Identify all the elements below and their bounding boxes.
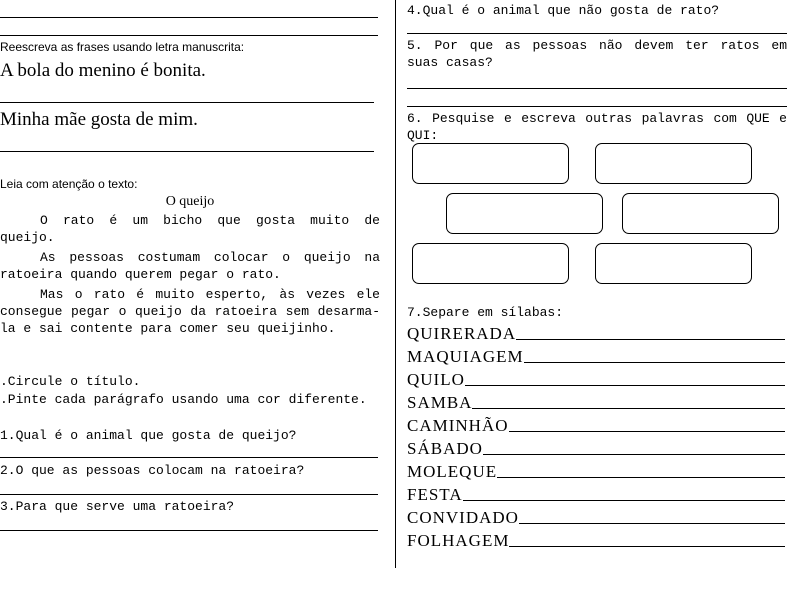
answer-line [407, 106, 787, 107]
syllable-answer-line[interactable] [509, 546, 785, 547]
answer-line [0, 102, 374, 103]
answer-line [407, 33, 787, 34]
story-title: O queijo [165, 194, 215, 209]
question-2: 2.O que as pessoas colocam na ratoeira? [0, 463, 305, 478]
syllable-answer-line[interactable] [509, 431, 786, 432]
task-paint-paragraphs: .Pinte cada parágrafo usando uma cor diferente. [0, 392, 367, 407]
answer-line [0, 151, 374, 152]
syllable-word: MOLEQUE [407, 462, 498, 481]
syllable-row [407, 366, 785, 389]
sentence-1: A bola do menino é bonita. [0, 60, 206, 81]
syllable-answer-line[interactable] [463, 500, 785, 501]
word-box[interactable] [446, 193, 603, 234]
answer-line [0, 457, 378, 458]
answer-line [0, 17, 378, 18]
story-paragraph-2: As pessoas costumam colocar o queijo na ratoeira quando querem pegar o rato. [0, 250, 380, 282]
question-7: 7.Separe em sílabas: [407, 305, 564, 320]
syllable-word: MAQUIAGEM [407, 347, 524, 366]
answer-line [407, 88, 787, 89]
rewrite-instruction: Reescreva as frases usando letra manuscrita: [0, 40, 245, 54]
syllable-row [407, 412, 785, 435]
answer-line [0, 35, 378, 36]
syllable-word: QUILO [407, 370, 465, 389]
syllable-answer-line[interactable] [524, 362, 785, 363]
word-box[interactable] [595, 243, 752, 284]
syllable-answer-line[interactable] [519, 523, 785, 524]
syllable-word: FESTA [407, 485, 463, 504]
syllable-row [407, 527, 785, 550]
answer-line [0, 494, 378, 495]
syllable-word: QUIRERADA [407, 324, 517, 343]
syllable-word: FOLHAGEM [407, 531, 510, 550]
word-box[interactable] [412, 243, 569, 284]
syllable-answer-line[interactable] [465, 385, 785, 386]
read-instruction: Leia com atenção o texto: [0, 177, 138, 191]
column-divider [395, 0, 396, 568]
sentence-2: Minha mãe gosta de mim. [0, 109, 198, 130]
syllable-word: SÁBADO [407, 439, 483, 458]
syllable-answer-line[interactable] [516, 339, 785, 340]
syllable-row [407, 458, 785, 481]
syllable-answer-line[interactable] [483, 454, 785, 455]
syllable-word: SAMBA [407, 393, 473, 412]
question-4: 4.Qual é o animal que não gosta de rato? [407, 3, 720, 18]
syllable-row [407, 435, 785, 458]
task-circle-title: .Circule o título. [0, 374, 141, 389]
syllable-row [407, 389, 785, 412]
syllable-row [407, 320, 785, 343]
syllable-word: CONVIDADO [407, 508, 519, 527]
word-box[interactable] [412, 143, 569, 184]
question-3: 3.Para que serve uma ratoeira? [0, 499, 235, 514]
answer-line [0, 530, 378, 531]
syllable-row [407, 504, 785, 527]
question-1: 1.Qual é o animal que gosta de queijo? [0, 428, 297, 443]
story-paragraph-3: Mas o rato é muito esperto, às vezes ele consegue pegar o queijo da ratoeira sem desarma-la e sai contente para comer seu queijinho. [0, 287, 380, 336]
syllable-answer-line[interactable] [472, 408, 785, 409]
question-6: 6. Pesquise e escreva outras palavras com QUE e QUI: [407, 111, 787, 143]
syllable-answer-line[interactable] [497, 477, 785, 478]
syllable-row [407, 481, 785, 504]
syllable-word: CAMINHÃO [407, 416, 509, 435]
story-paragraph-1: O rato é um bicho que gosta muito de queijo. [0, 213, 380, 245]
word-box[interactable] [622, 193, 779, 234]
question-5: 5. Por que as pessoas não devem ter ratos em suas casas? [407, 38, 787, 70]
word-box[interactable] [595, 143, 752, 184]
syllable-row [407, 343, 785, 366]
